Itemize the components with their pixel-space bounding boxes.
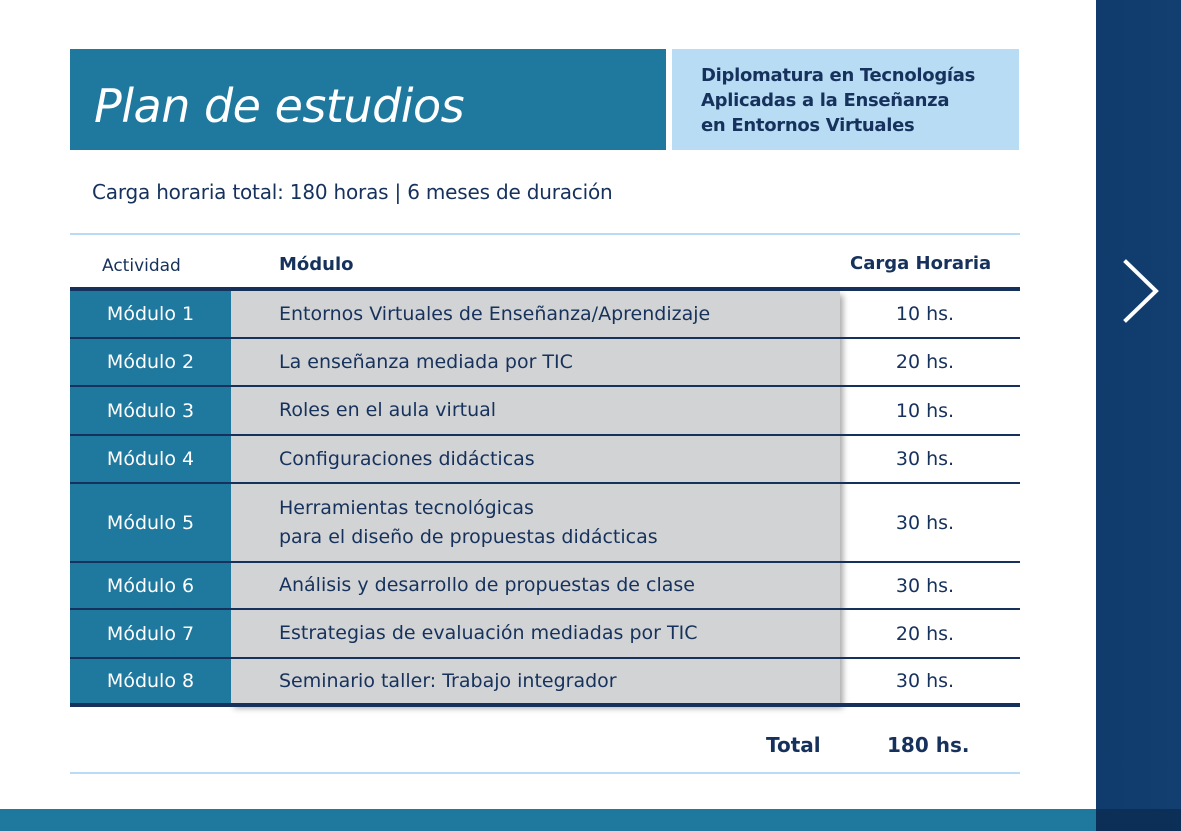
program-name-line-2: Aplicadas a la Enseñanza <box>701 90 950 111</box>
hours-cell: 10 hs. <box>895 399 955 422</box>
activity-cell: Módulo 6 <box>70 563 231 608</box>
table-row <box>70 563 1020 608</box>
table-row <box>70 339 1020 385</box>
table-row <box>70 291 1020 337</box>
hours-cell: 20 hs. <box>895 351 955 373</box>
hours-cell: 10 hs. <box>895 303 955 325</box>
column-header-actividad: Actividad <box>102 256 181 276</box>
table-bottom-rule <box>70 703 1020 707</box>
table-row <box>70 387 1020 434</box>
activity-cell: Módulo 8 <box>70 659 231 703</box>
activity-cell: Módulo 4 <box>70 436 231 482</box>
module-name-line: Configuraciones didácticas <box>279 447 535 470</box>
column-header-carga: Carga Horaria <box>850 253 992 274</box>
hours-cell: 30 hs. <box>895 670 955 692</box>
module-name-line: La enseñanza mediada por TIC <box>279 350 573 373</box>
module-name-line: para el diseño de propuestas didácticas <box>279 525 658 548</box>
hours-cell: 30 hs. <box>895 511 955 534</box>
hours-cell: 20 hs. <box>895 622 955 645</box>
activity-cell: Módulo 7 <box>70 610 231 657</box>
module-cell <box>279 291 710 337</box>
program-name-line-1: Diplomatura en Tecnologías <box>701 65 976 86</box>
module-name-line: Estrategias de evaluación mediadas por TIC <box>279 622 698 644</box>
table-row <box>70 436 1020 482</box>
module-name-line: Herramientas tecnológicas <box>279 496 534 519</box>
total-value: 180 hs. <box>887 733 970 757</box>
side-panel-bottom-strip <box>1096 809 1181 831</box>
table-row <box>70 484 1020 561</box>
summary-text: Carga horaria total: 180 horas | 6 meses de duración <box>92 180 613 204</box>
module-name-line: Análisis y desarrollo de propuestas de clase <box>279 574 695 596</box>
program-name-box <box>672 49 1019 150</box>
module-cell <box>279 387 496 434</box>
divider-bottom <box>70 772 1020 774</box>
activity-cell: Módulo 5 <box>70 484 231 561</box>
module-cell <box>279 339 573 385</box>
module-cell <box>279 484 658 561</box>
activity-cell: Módulo 1 <box>70 291 231 337</box>
module-cell <box>279 436 535 482</box>
module-cell <box>279 610 697 657</box>
hours-cell: 30 hs. <box>895 574 955 597</box>
bottom-bar <box>0 809 1096 831</box>
activity-cell: Módulo 2 <box>70 339 231 385</box>
title-banner <box>70 49 666 150</box>
module-cell <box>279 563 695 608</box>
module-name-line: Roles en el aula virtual <box>279 399 497 421</box>
program-name-line-3: en Entornos Virtuales <box>701 115 915 136</box>
page-title: Plan de estudios <box>94 79 465 133</box>
divider-top <box>70 233 1020 235</box>
table-row <box>70 659 1020 703</box>
module-name-line: Entornos Virtuales de Enseñanza/Aprendizaje <box>279 302 711 325</box>
column-header-modulo: Módulo <box>279 254 354 275</box>
module-name-line: Seminario taller: Trabajo integrador <box>279 669 617 692</box>
table-row <box>70 610 1020 657</box>
activity-cell: Módulo 3 <box>70 387 231 434</box>
hours-cell: 30 hs. <box>895 448 955 470</box>
chevron-right-icon[interactable] <box>1118 258 1162 324</box>
side-panel <box>1096 0 1181 831</box>
total-label: Total <box>766 733 821 757</box>
module-cell <box>279 659 617 703</box>
